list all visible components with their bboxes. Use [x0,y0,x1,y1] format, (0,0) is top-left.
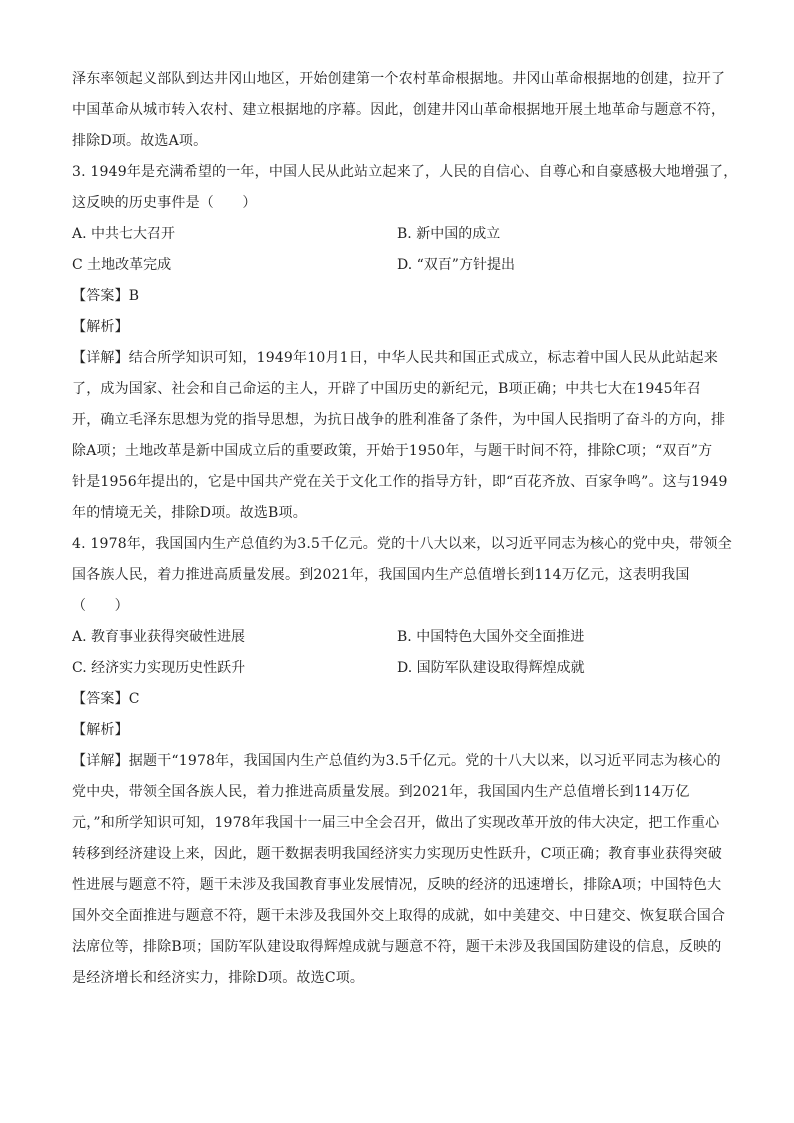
text-line: 法席位等，排除B项；国防军队建设取得辉煌成就与题意不符，题干未涉及我国国防建设的信息，反映的 [72,939,722,955]
analysis-label: 【解析】 [72,319,129,335]
question-stem: （ ） [72,598,129,614]
question-4 [72,529,732,994]
option-b: B. 新中国的成立 [397,226,501,242]
text-line: 是经济增长和经济实力，排除D项。故选C项。 [72,970,365,986]
answer-label: 【答案】C [72,691,140,707]
text-line: 元，”和所学知识可知，1978年我国十一届三中全会召开，做出了实现改革开放的伟大决定，把工作重心 [72,815,720,831]
text-line: 年的情境无关，排除D项。故选B项。 [72,505,307,521]
analysis-label: 【解析】 [72,722,129,738]
previous-answer-tail [72,64,726,157]
option-a: A. 中共七大召开 [72,226,176,242]
option-a: A. 教育事业获得突破性进展 [72,629,246,645]
options-row [72,250,722,281]
question-stem: 3. 1949年是充满希望的一年，中国人民从此站立起来了，人民的自信心、自尊心和自豪感极大地增强了， [72,164,738,180]
text-line: 性进展与题意不符，题干未涉及我国教育事业发展情况，反映的经济的迅速增长，排除A项；中国特色大 [72,877,722,893]
option-c: C. 经济实力实现历史性跃升 [72,660,246,676]
text-line: 【详解】结合所学知识可知，1949年10月1日，中华人民共和国正式成立，标志着中国人民从此站起来 [72,350,718,366]
text-line: 【详解】据题干“1978年，我国国内生产总值约为3.5千亿元。党的十八大以来，以习近平同志为核心的 [72,753,721,769]
text-line: 泽东率领起义部队到达井冈山地区，开始创建第一个农村革命根据地。井冈山革命根据地的创建，拉开了 [72,71,726,87]
text-line: 开，确立毛泽东思想为党的指导思想，为抗日战争的胜利准备了条件，为中国人民指明了奋斗的方向，排 [72,412,726,428]
answer-label: 【答案】B [72,288,140,304]
question-3 [72,157,738,529]
option-d: D. 国防军队建设取得辉煌成就 [397,660,585,676]
text-line: 了，成为国家、社会和自己命运的主人，开辟了中国历史的新纪元，B项正确；中共七大在1945年召 [72,381,702,397]
options-row [72,622,722,653]
text-line: 国外交全面推进与题意不符，题干未涉及我国外交上取得的成就，如中美建交、中日建交、恢复联合国合 [72,908,726,924]
options-row [72,219,722,250]
question-stem: 国各族人民，着力推进高质量发展。到2021年，我国国内生产总值增长到114万亿元，这表明我国 [72,567,690,583]
option-d: D. “双百”方针提出 [397,257,515,273]
text-line: 转移到经济建设上来，因此，题干数据表明我国经济实力实现历史性跃升，C项正确；教育事业获得突破 [72,846,722,862]
option-b: B. 中国特色大国外交全面推进 [397,629,585,645]
document-page [72,64,738,994]
detail-text [72,343,728,529]
question-stem: 4. 1978年，我国国内生产总值约为3.5千亿元。党的十八大以来，以习近平同志为核心的党中央，带领全 [72,536,732,552]
text-line: 党中央，带领全国各族人民，着力推进高质量发展。到2021年，我国国内生产总值增长到114万亿 [72,784,690,800]
detail-text [72,746,726,994]
text-line: 除A项；土地改革是新中国成立后的重要政策，开始于1950年，与题干时间不符，排除C项；“双百”方 [72,443,713,459]
option-c: C 土地改革完成 [72,257,172,273]
text-line: 排除D项。故选A项。 [72,133,208,149]
text-line: 针是1956年提出的，它是中国共产党在关于文化工作的指导方针，即“百花齐放、百家争鸣”。这与1949 [72,474,728,490]
text-line: 中国革命从城市转入农村、建立根据地的序幕。因此，创建井冈山革命根据地开展土地革命与题意不符， [72,102,726,118]
question-stem: 这反映的历史事件是（ ） [72,195,257,211]
options-row [72,653,722,684]
